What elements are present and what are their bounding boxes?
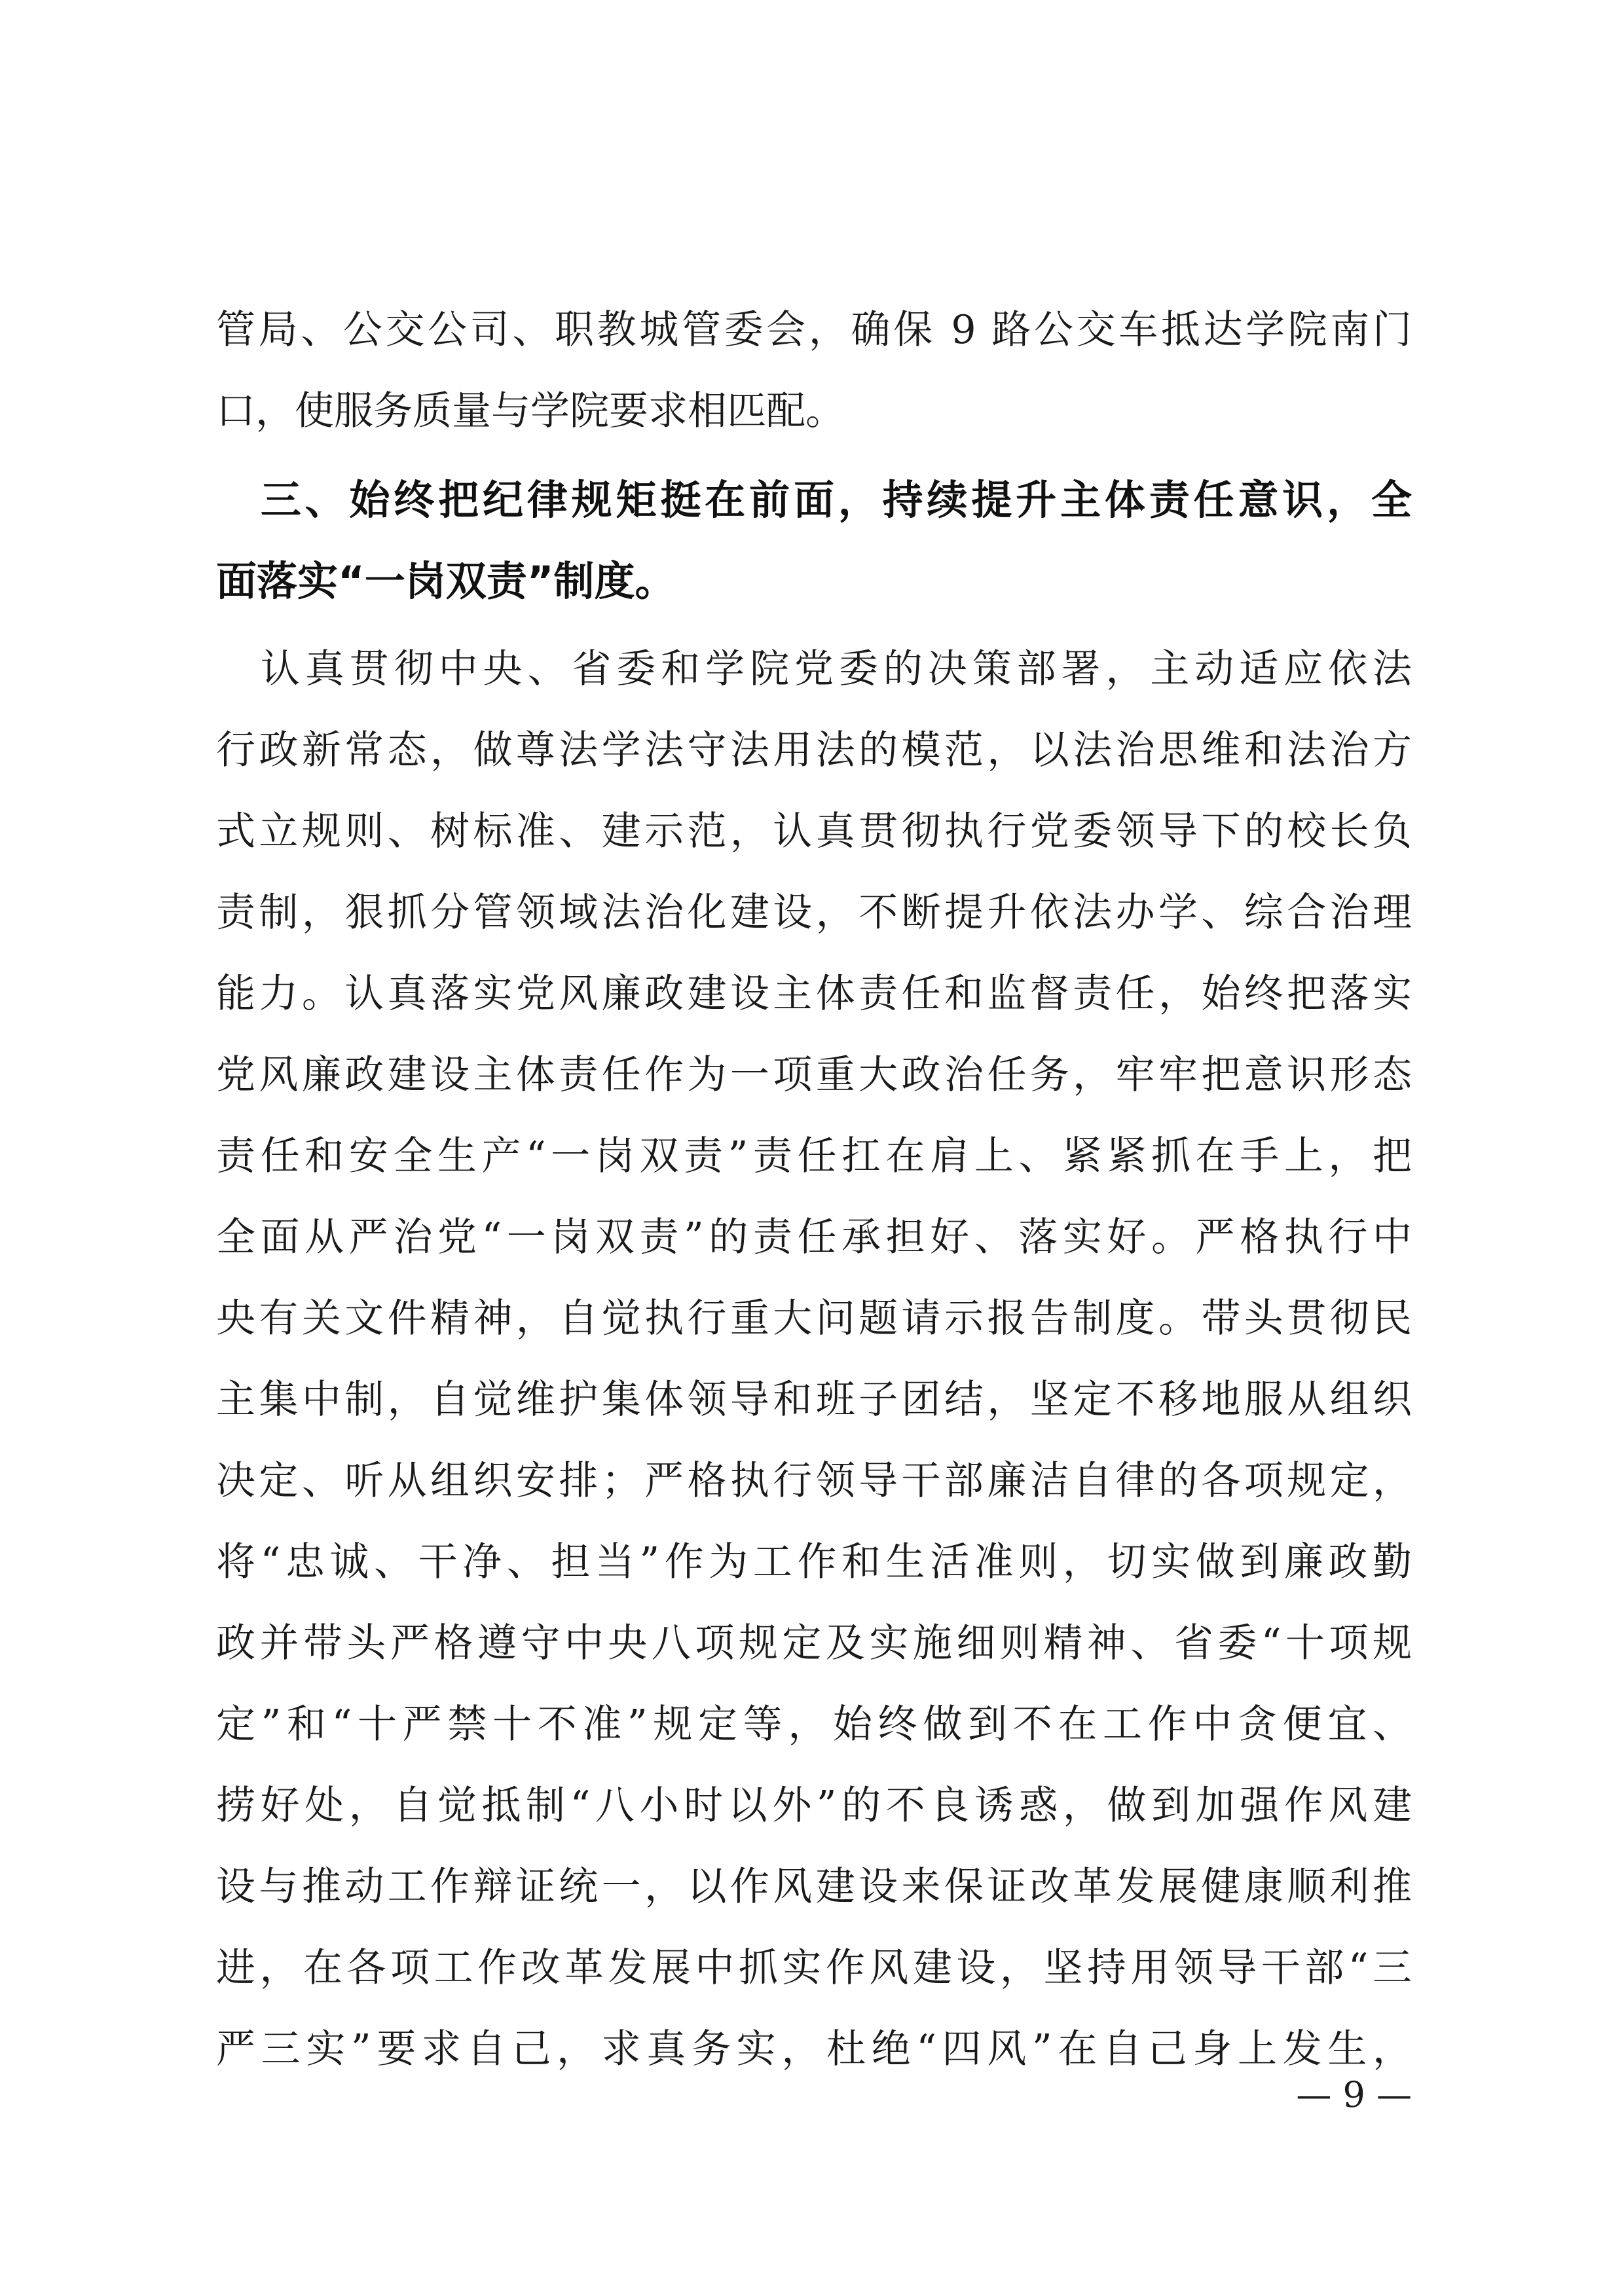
text-line: 政并带头严格遵守中央八项规定及实施细则精神、省委“十项规 bbox=[216, 1620, 1412, 1666]
text-line: 党风廉政建设主体责任作为一项重大政治任务，牢牢把意识形态 bbox=[216, 1052, 1412, 1098]
text-line: 管局、公交公司、职教城管委会，确保 9 路公交车抵达学院南门 bbox=[216, 307, 1412, 353]
body-paragraph bbox=[216, 629, 1412, 2090]
text-line: 进，在各项工作改革发展中抓实作风建设，坚持用领导干部“三 bbox=[216, 1945, 1412, 1991]
text-line: 全面从严治党“一岗双责”的责任承担好、落实好。严格执行中 bbox=[216, 1214, 1412, 1260]
text-line: 能力。认真落实党风廉政建设主体责任和监督责任，始终把落实 bbox=[216, 971, 1412, 1017]
heading-line: 面落实“一岗双责”制度。 bbox=[216, 557, 676, 605]
text-line: 式立规则、树标准、建示范，认真贯彻执行党委领导下的校长负 bbox=[216, 809, 1412, 854]
continued-paragraph bbox=[216, 289, 1412, 452]
text-line: 央有关文件精神，自觉执行重大问题请示报告制度。带头贯彻民 bbox=[216, 1296, 1412, 1341]
text-line: 责制，狠抓分管领域法治化建设，不断提升依法办学、综合治理 bbox=[216, 890, 1412, 936]
text-line: 责任和安全生产“一岗双责”责任扛在肩上、紧紧抓在手上，把 bbox=[216, 1133, 1412, 1179]
text-line: 行政新常态，做尊法学法守法用法的模范，以法治思维和法治方 bbox=[216, 727, 1412, 773]
text-line: 主集中制，自觉维护集体领导和班子团结，坚定不移地服从组织 bbox=[216, 1377, 1412, 1423]
text-line: 决定、听从组织安排；严格执行领导干部廉洁自律的各项规定， bbox=[216, 1458, 1412, 1504]
text-line: 认真贯彻中央、省委和学院党委的决策部署，主动适应依法 bbox=[216, 646, 1412, 692]
text-line: 将“忠诚、干净、担当”作为工作和生活准则，切实做到廉政勤 bbox=[216, 1539, 1412, 1585]
text-line: 捞好处，自觉抵制“八小时以外”的不良诱惑，做到加强作风建 bbox=[216, 1783, 1412, 1829]
heading-line: 三、始终把纪律规矩挺在前面，持续提升主体责任意识，全 bbox=[216, 476, 1412, 524]
page-number: — 9 — bbox=[1296, 2074, 1412, 2115]
text-line: 设与推动工作辩证统一，以作风建设来保证改革发展健康顺利推 bbox=[216, 1864, 1412, 1910]
section-heading bbox=[216, 460, 1412, 622]
text-line: 严三实”要求自己，求真务实，杜绝“四风”在自己身上发生， bbox=[216, 2026, 1412, 2072]
text-line: 定”和“十严禁十不准”规定等，始终做到不在工作中贪便宜、 bbox=[216, 1702, 1412, 1747]
text-line: 口，使服务质量与学院要求相匹配。 bbox=[216, 388, 845, 434]
